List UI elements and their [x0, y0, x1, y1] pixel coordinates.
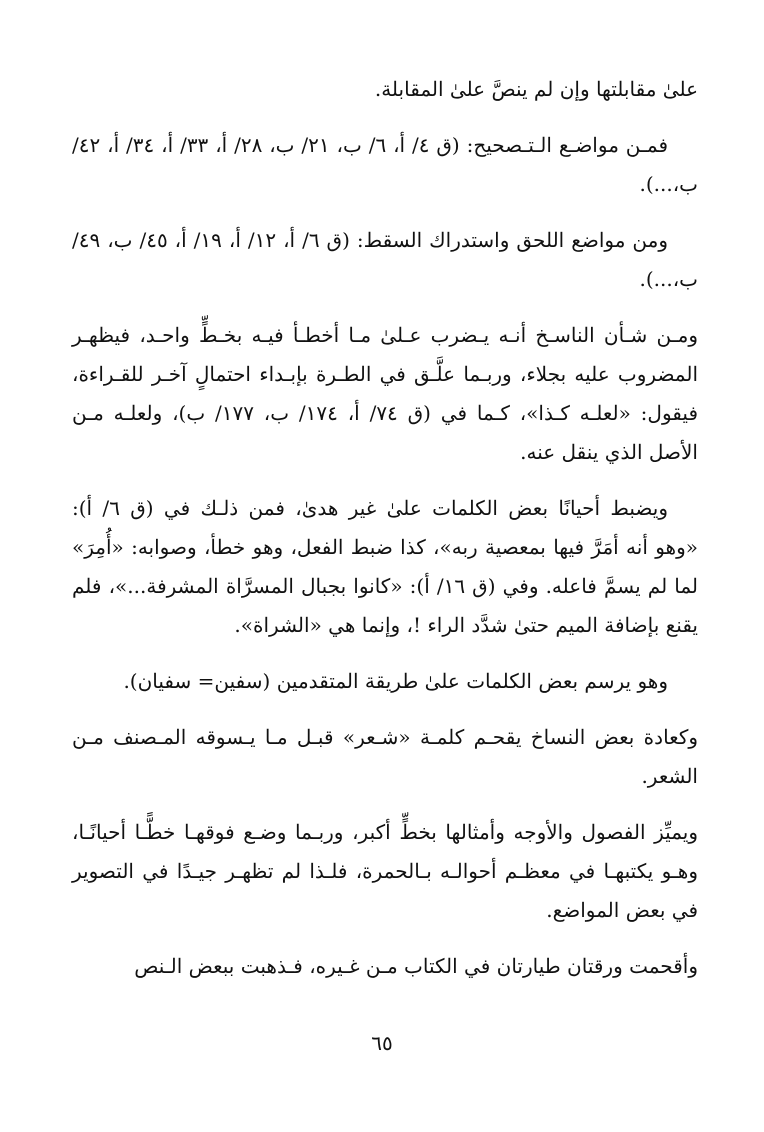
paragraph-9: وأقحمت ورقتان طيارتان في الكتاب مـن غـيره، فـذهبت ببعض الـنص — [134, 954, 698, 978]
paragraph-8: ويميِّز الفصول والأوجه وأمثالها بخطٍّ أكبر، وربـما وضـع فوقهـا خطًّـا أحيانًـا، وهـو يكتبهـا في معظـم أحوالـه بـالحمرة، فلـذا لم تظهـر جيـدًا في التصوير في بعض المواضع. — [72, 820, 698, 922]
paragraph-2: فمـن مواضـع الـتـصحيح: (ق ٤/ أ، ٦/ ب، ٢١/ ب، ٢٨/ أ، ٣٣/ أ، ٣٤/ أ، ٤٢/ ب،...). — [72, 133, 698, 196]
paragraph-7: وكعادة بعض النساخ يقحـم كلمـة «شـعر» قبـل مـا يـسوقه المـصنف مـن الشعر. — [72, 725, 698, 788]
page-body — [72, 70, 698, 1003]
paragraph-1: علىٰ مقابلتها وإن لم ينصَّ علىٰ المقابلة. — [374, 77, 698, 101]
page-number: ٦٥ — [371, 1031, 393, 1055]
paragraph-4: ومـن شـأن الناسـخ أنـه يـضرب عـلىٰ مـا أخطـأ فيـه بخـطٍّ واحـد، فيظهـر المضروب عليه بجلاء، وربـما علَّـق في الطـرة بإبـداء احتمالٍ آخـر للقـراءة، فيقول: «لعلـه كـذا»، كـما في (ق ٧٤/ أ، ١٧٤/ ب، ١٧٧/ ب)، ولعلـه مـن الأصل الذي ينقل عنه. — [72, 323, 699, 464]
paragraph-3: ومن مواضع اللحق واستدراك السقط: (ق ٦/ أ، ١٢/ أ، ١٩/ أ، ٤٥/ ب، ٤٩/ ب،...). — [72, 228, 698, 291]
paragraph-6: وهو يرسم بعض الكلمات علىٰ طريقة المتقدمين (سفين= سفيان). — [123, 669, 668, 693]
paragraph-5: ويضبط أحيانًا بعض الكلمات علىٰ غير هدىٰ، فمن ذلـك في (ق ٦/ أ): «وهو أنه أمَرَّ فيها بمعصية ربه»، كذا ضبط الفعل، وهو خطأ، وصوابه: «أُمِرَ» لما لم يسمَّ فاعله. وفي (ق ١٦/ أ): «كانوا بجبال المسرَّاة المشرفة...»، فلم يقنع بإضافة الميم حتىٰ شدَّد الراء !، وإنما هي «الشراة». — [72, 496, 698, 637]
